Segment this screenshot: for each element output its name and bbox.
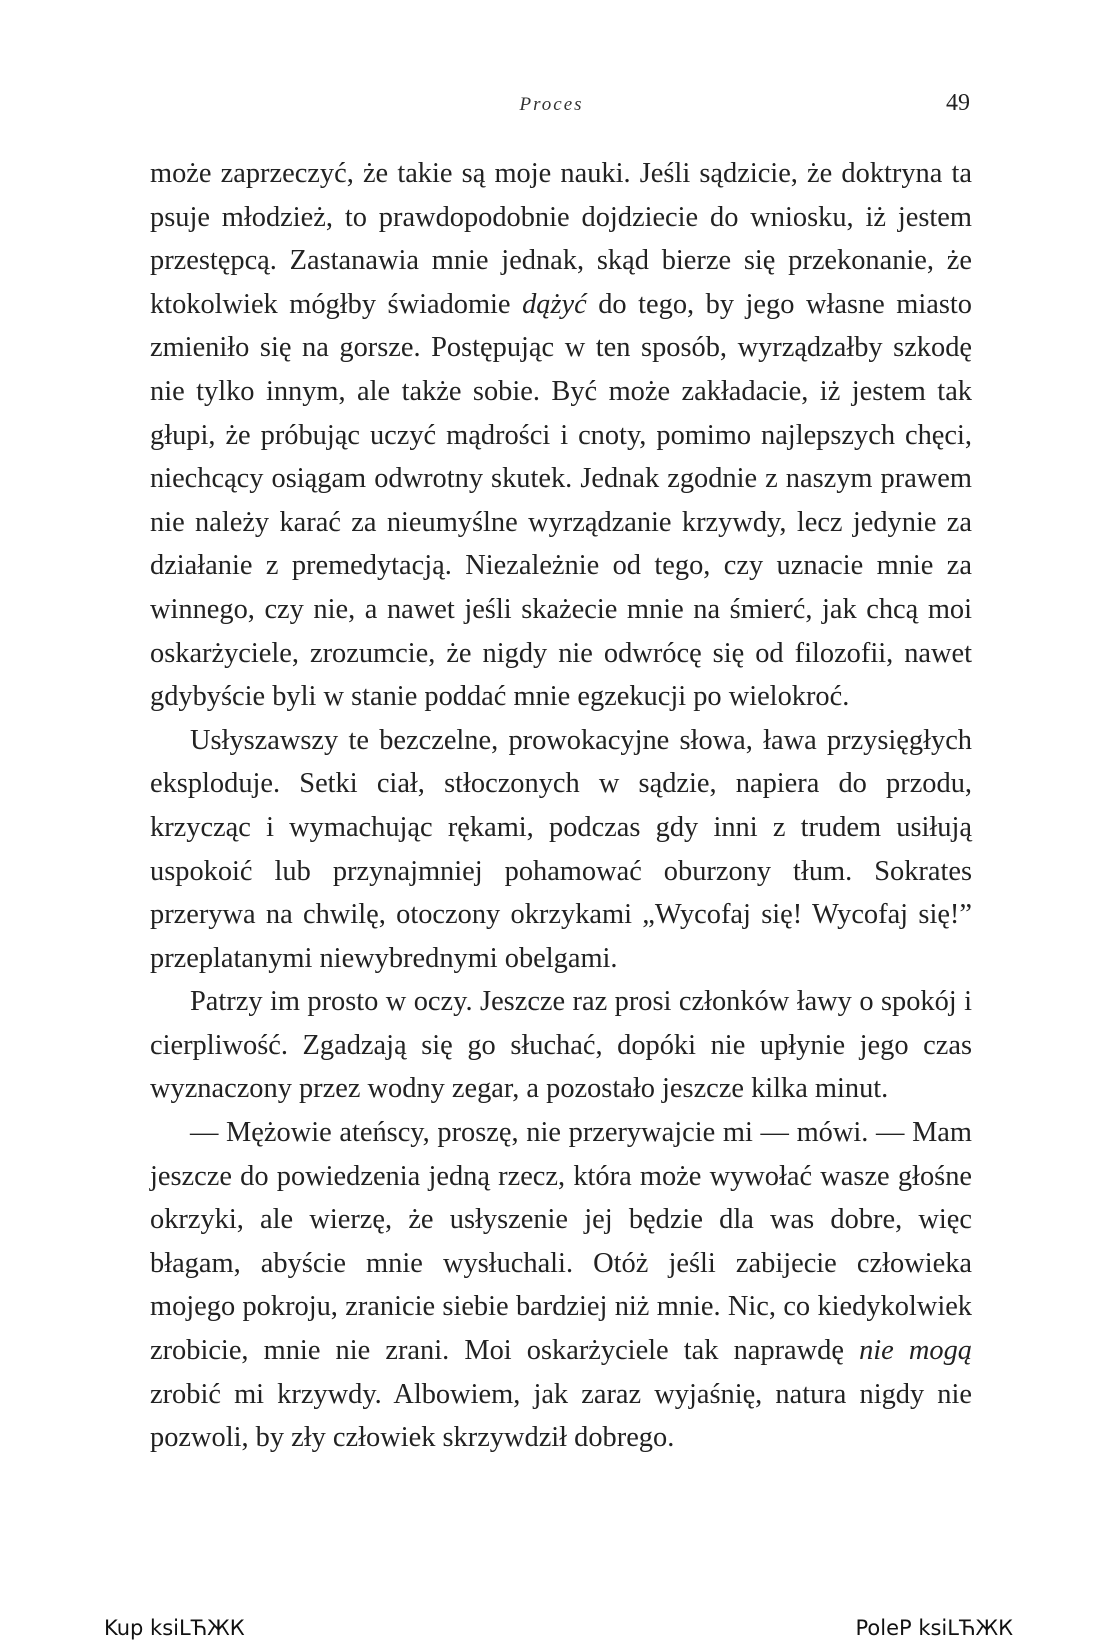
paragraph-3: Patrzy im prosto w oczy. Jeszcze raz prosi członków ławy o spokój i cierpliwość. Zgadzają się go słuchać, dopóki nie upłynie jego czas wyznaczony przez wodny zegar, a pozostało jeszcze kilka minut. xyxy=(150,986,972,1105)
paragraph-1-emphasis: dążyć xyxy=(522,288,587,320)
paragraph-1-text-b: do tego, by jego własne miasto zmieniło się na gorsze. Postępując w ten sposób, wyrządzałby szkodę nie tylko innym, ale także sobie. Być może zakładacie, iż jestem tak głupi, że próbując uczyć mądrości i cnoty, pomimo najlepszych chęci, niechcący osiągam odwrotny skutek. Jednak zgodnie z naszym prawem nie należy karać za nieumyślne wyrządzanie krzywdy, lecz jedynie za działanie z premedytacją. Niezależnie od tego, czy uznacie mnie za winnego, czy nie, a nawet jeśli skażecie mnie na śmierć, jak chcą moi oskarżyciele, zrozumcie, że nigdy nie odwrócę się od filozofii, nawet gdybyście byli w stanie poddać mnie egzekucji po wielokroć. xyxy=(150,288,973,713)
paragraph-1 xyxy=(150,152,972,719)
paragraph-4-emphasis: nie mogą xyxy=(859,1335,972,1367)
page-number: 49 xyxy=(946,90,970,116)
paragraph-4-text-b: zrobić mi krzywdy. Albowiem, jak zaraz wyjaśnię, natura nigdy nie pozwoli, by zły człowiek skrzywdził dobrego. xyxy=(150,1378,972,1454)
paragraph-4 xyxy=(150,1111,972,1460)
body-text xyxy=(150,152,972,1460)
running-title: Proces xyxy=(519,94,584,115)
recommend-book-link[interactable]: PoleP ksiLЋЖК xyxy=(855,1616,1013,1640)
paragraph-4-text-a: — Mężowie ateńscy, proszę, nie przerywajcie mi — mówi. — Mam jeszcze do powiedzenia jedną rzecz, która może wywołać wasze głośne okrzyki, ale wierzę, że usłyszenie jej będzie dla was dobre, więc błagam, abyście mnie wysłuchali. Otóż jeśli zabijecie człowieka mojego pokroju, zranicie siebie bardziej niż mnie. Nic, co kiedykolwiek zrobicie, mnie nie zrani. Moi oskarżyciele tak naprawdę xyxy=(150,1117,972,1367)
running-head xyxy=(0,90,1103,120)
buy-book-link[interactable]: Kup ksiLЋЖК xyxy=(104,1616,245,1640)
paragraph-2: Usłyszawszy te bezczelne, prowokacyjne słowa, ława przysięgłych eksploduje. Setki ciał, stłoczonych w sądzie, napiera do przodu, krzycząc i wymachując rękami, podczas gdy inni z trudem usiłują uspokoić lub przynajmniej pohamować oburzony tłum. Sokrates przerywa na chwilę, otoczony okrzykami „Wycofaj się! Wycofaj się!” przeplatanymi niewybrednymi obelgami. xyxy=(150,724,972,974)
paragraph-1-text-a: może zaprzeczyć, że takie są moje nauki. Jeśli sądzicie, że doktryna ta psuje młodzież, to prawdopodobnie dojdziecie do wniosku, iż jestem przestępcą. Zastanawia mnie jednak, skąd bierze się przekonanie, że ktokolwiek mógłby świadomie xyxy=(150,158,972,320)
